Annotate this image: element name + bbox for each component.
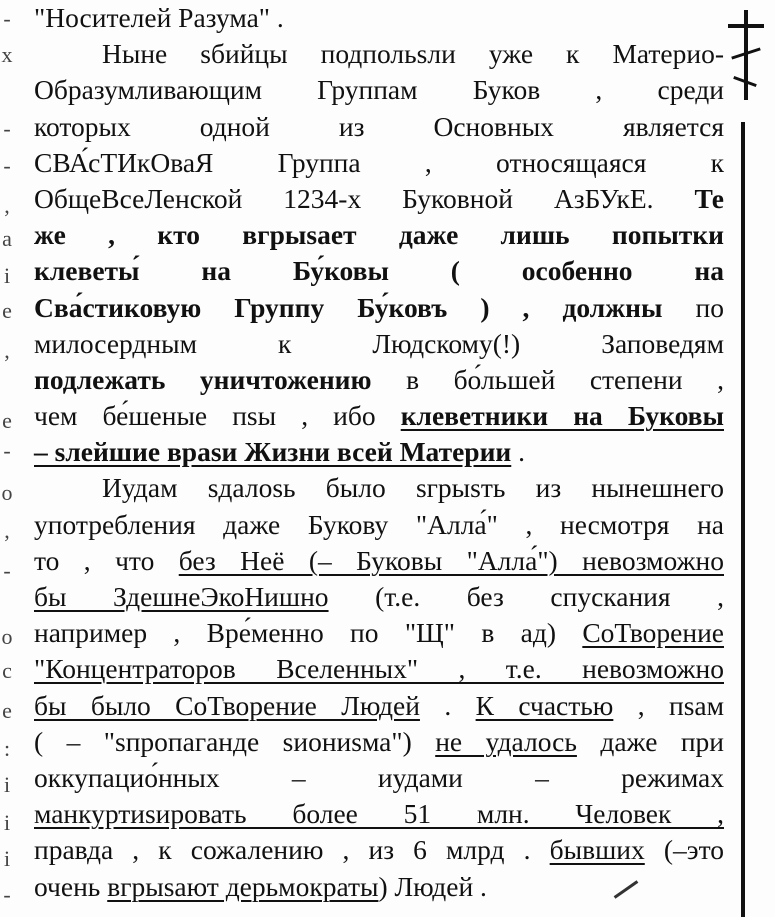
margin-mark: - — [3, 558, 11, 583]
margin-mark: , — [4, 518, 10, 543]
text-body — [34, 0, 724, 905]
cross-bar-top — [728, 24, 764, 28]
margin-mark: - — [3, 6, 11, 31]
text-line: бы было СоТворение Людей . К счастью , пѕам — [34, 689, 725, 721]
text-line: клеветы́ на Бу́ковы ( особенно на — [34, 255, 724, 287]
text-line: оккупацио́нных – иудами – режимах — [34, 761, 724, 793]
margin-mark: x — [1, 42, 13, 67]
margin-mark: i — [3, 772, 11, 797]
margin-mark: i — [3, 263, 11, 288]
text-line: Образумливающим Группам Буков , среди — [34, 74, 724, 106]
text-line: "Концентраторов Вселенных" , т.е. невозможно — [34, 653, 724, 685]
text-line: манкуртиѕировать более 51 млн. Человек , — [34, 798, 724, 830]
text-line: то , что без Неё (– Буковы "Алла́") невозможно — [34, 544, 724, 576]
text-line: ( – "ѕпропаганде ѕиониѕма") не удалось даже при — [34, 725, 725, 757]
text-line: СВА́сТИкОваЯ Группа , относящаяся к — [34, 146, 724, 178]
text-line: например , Вре́менно по "Щ" в ад) СоТворение — [34, 617, 724, 649]
margin-mark: - — [3, 116, 11, 141]
text-line: Сва́стиковую Группу Бу́ковъ ) , должны по — [34, 291, 725, 323]
margin-mark: e — [2, 698, 12, 723]
text-line: чем бе́шеные пѕы , ибо клеветники на Буковы — [34, 400, 724, 432]
text-line: подлежать уничтожению в бо́льшей степени , — [34, 363, 724, 395]
margin-mark: , — [4, 338, 10, 363]
margin-mark: - — [3, 153, 11, 178]
margin-mark: : — [3, 736, 11, 761]
text-line: которых одной из Основных является — [34, 110, 724, 142]
margin-mark: - — [3, 882, 11, 907]
margin-mark: i — [3, 846, 11, 871]
text-line: правда , к сожалению , из 6 млрд . бывших (–это — [34, 834, 725, 866]
margin-mark: - — [3, 438, 11, 463]
margin-mark: , — [4, 193, 10, 218]
margin-mark: i — [3, 810, 11, 835]
text-line: ОбщеВсеЛенской 1234-х Буковной АзБУкЕ. Те — [34, 182, 725, 214]
text-line: – ѕлейшие враѕи Жизни всей Материи . — [34, 436, 526, 468]
right-vertical-rule — [741, 122, 745, 917]
margin-mark: e — [2, 298, 12, 323]
margin-mark: a — [2, 226, 12, 251]
margin-mark: e — [2, 408, 12, 433]
margin-mark: o — [1, 624, 13, 649]
text-line: Ныне ѕбийцы подпольѕли уже к Материо- — [102, 38, 724, 70]
text-line: "Носителей Разума" . — [34, 2, 284, 33]
text-line: милосердным к Людскому(!) Заповедям — [34, 327, 724, 359]
text-line: очень вгрыѕают дерьмократы) Людей . — [34, 870, 487, 902]
margin-mark: o — [1, 480, 13, 505]
text-line: употребления даже Букову "Алла́" , несмотря на — [34, 508, 724, 540]
text-line: бы ЗдешнеЭкоНишно (т.е. без спускания , — [34, 581, 724, 612]
text-line: Иудам ѕдалоѕь было ѕгрыѕть из нынешнего — [102, 472, 724, 504]
margin-mark: c — [2, 658, 12, 683]
text-line: же , кто вгрыѕает даже лишь попытки — [34, 219, 724, 251]
